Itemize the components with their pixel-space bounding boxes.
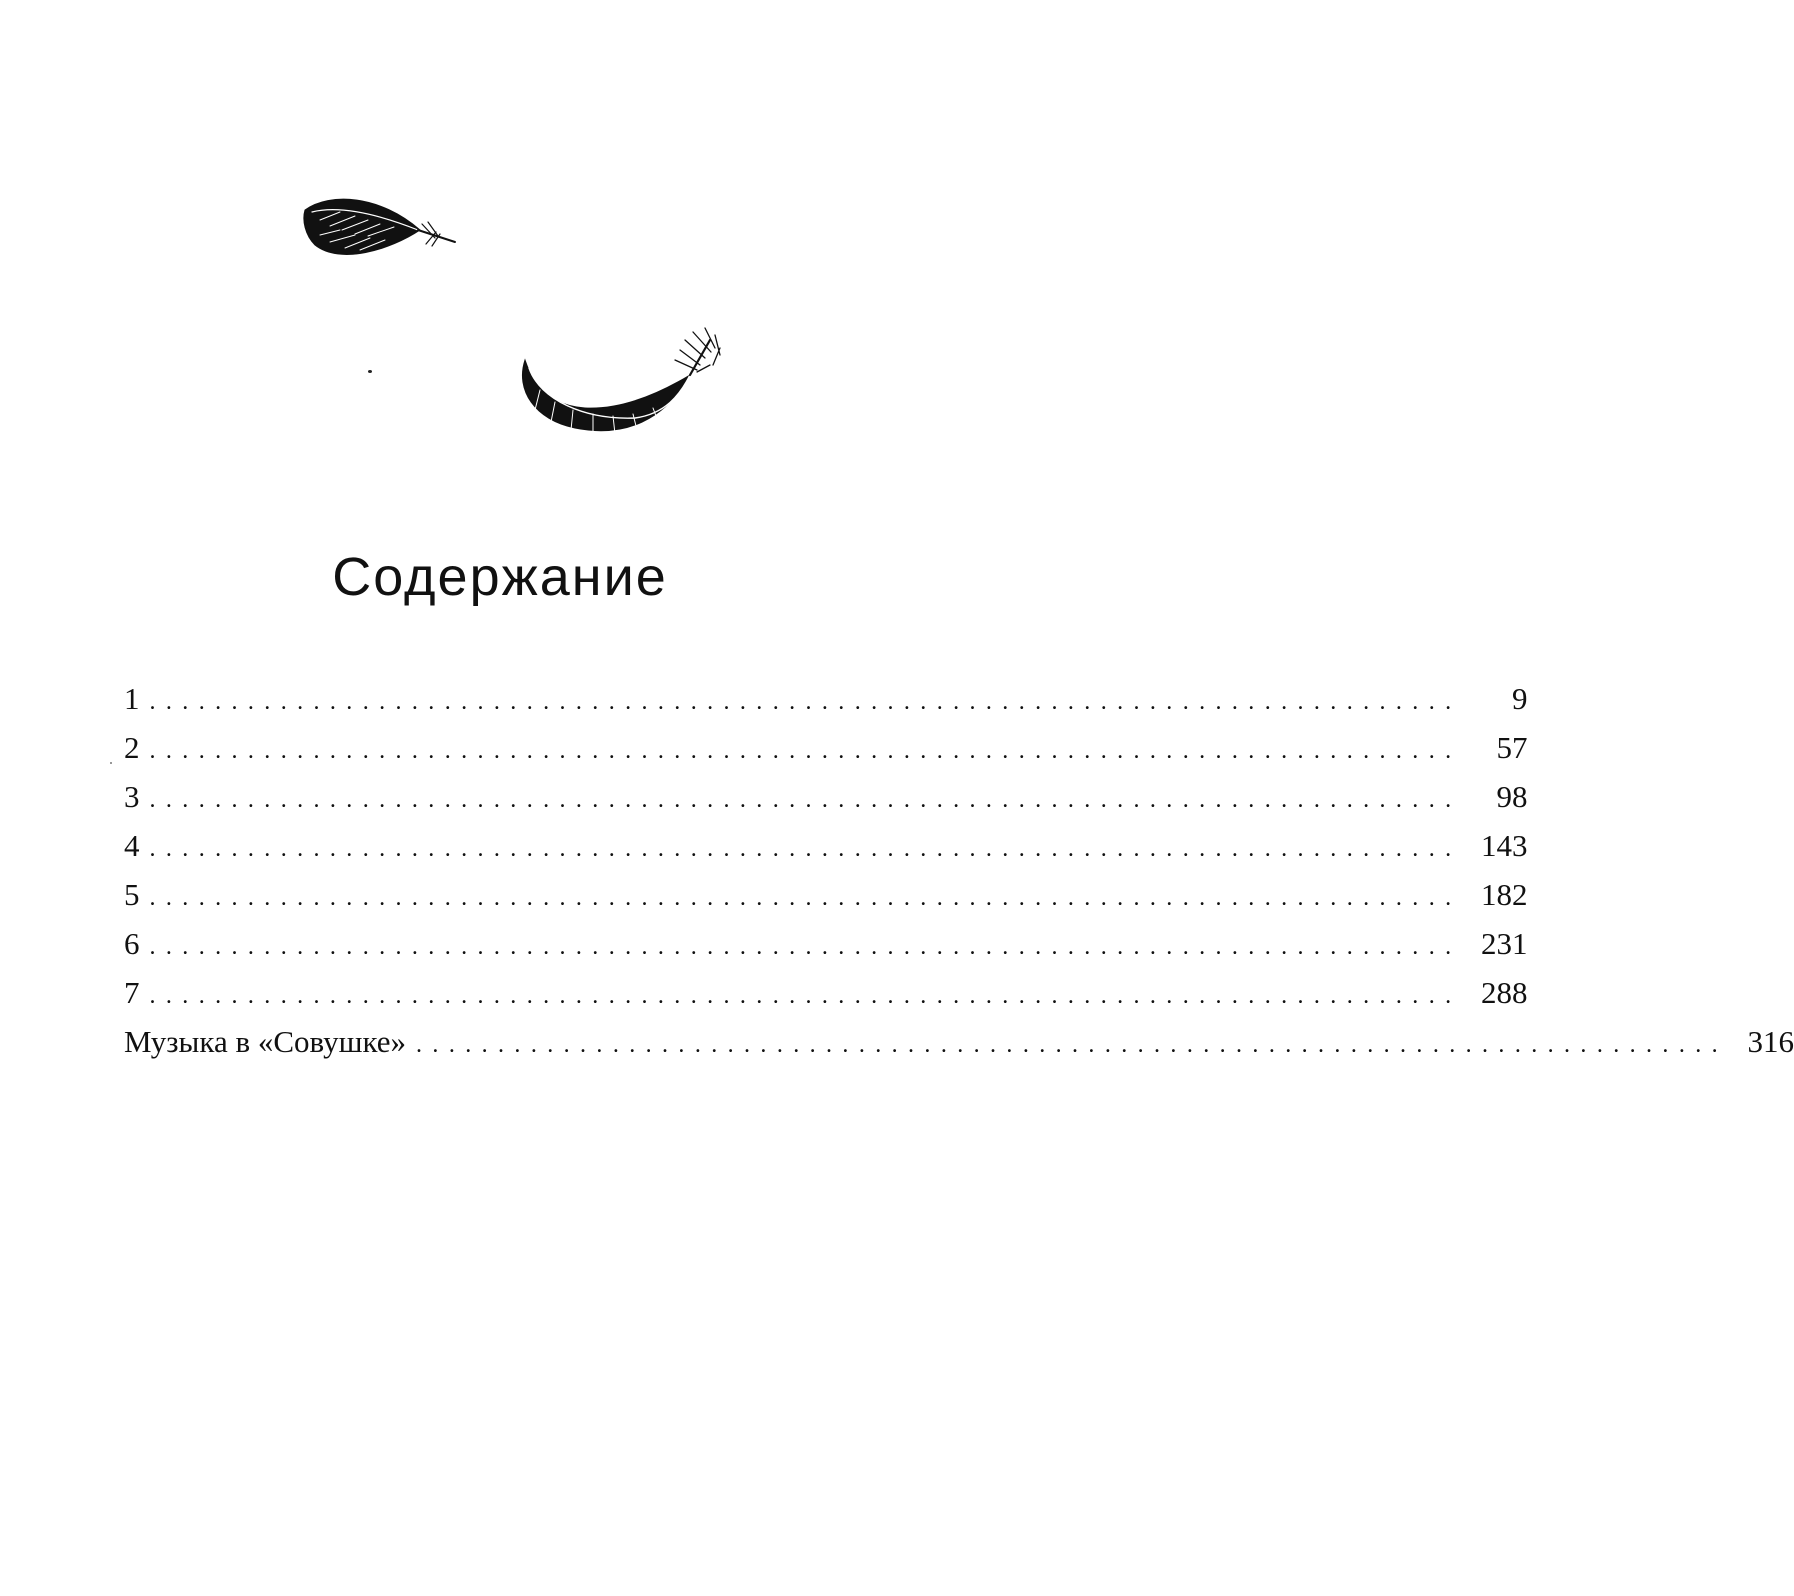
ink-speck bbox=[110, 762, 112, 764]
feather-icon bbox=[515, 320, 730, 460]
toc-entry-label: 7 bbox=[124, 975, 140, 1010]
toc-entry[interactable] bbox=[124, 821, 1528, 870]
toc-entry-label: 4 bbox=[124, 828, 140, 863]
toc-entry[interactable] bbox=[124, 1017, 1794, 1066]
toc-entry[interactable] bbox=[124, 723, 1528, 772]
toc-dot-leader: ................................................................................ bbox=[149, 738, 1462, 764]
toc-entry-label: 1 bbox=[124, 681, 140, 716]
toc-dot-leader: ................................................................................ bbox=[149, 836, 1462, 862]
toc-entry-label: 6 bbox=[124, 926, 140, 961]
toc-dot-leader: ................................................................................ bbox=[149, 787, 1462, 813]
toc-entry[interactable] bbox=[124, 919, 1528, 968]
toc-entry[interactable] bbox=[124, 674, 1528, 723]
toc-entry-label: 2 bbox=[124, 730, 140, 765]
toc-entry-label: Музыка в «Совушке» bbox=[124, 1024, 407, 1059]
toc-page-number: 57 bbox=[1496, 730, 1528, 765]
toc-page-number: 9 bbox=[1512, 681, 1528, 716]
toc-entry[interactable] bbox=[124, 968, 1528, 1017]
toc-page-number: 316 bbox=[1747, 1024, 1794, 1059]
toc-entry[interactable] bbox=[124, 772, 1528, 821]
toc-entry-label: 3 bbox=[124, 779, 140, 814]
toc-page-number: 231 bbox=[1481, 926, 1528, 961]
toc-page-number: 98 bbox=[1496, 779, 1528, 814]
feather-icon bbox=[300, 190, 460, 275]
toc-page-number: 288 bbox=[1481, 975, 1528, 1010]
toc-page-number: 182 bbox=[1481, 877, 1528, 912]
page-title: Содержание bbox=[332, 547, 668, 608]
toc-page-number: 143 bbox=[1481, 828, 1528, 863]
toc-dot-leader: ................................................................................ bbox=[416, 1032, 1729, 1058]
ink-speck bbox=[368, 370, 372, 373]
toc-dot-leader: ................................................................................ bbox=[149, 983, 1462, 1009]
table-of-contents bbox=[124, 674, 1794, 1066]
toc-entry[interactable] bbox=[124, 870, 1528, 919]
toc-entry-label: 5 bbox=[124, 877, 140, 912]
toc-dot-leader: ................................................................................ bbox=[149, 689, 1462, 715]
toc-dot-leader: ................................................................................ bbox=[149, 934, 1462, 960]
toc-dot-leader: ................................................................................ bbox=[149, 885, 1462, 911]
